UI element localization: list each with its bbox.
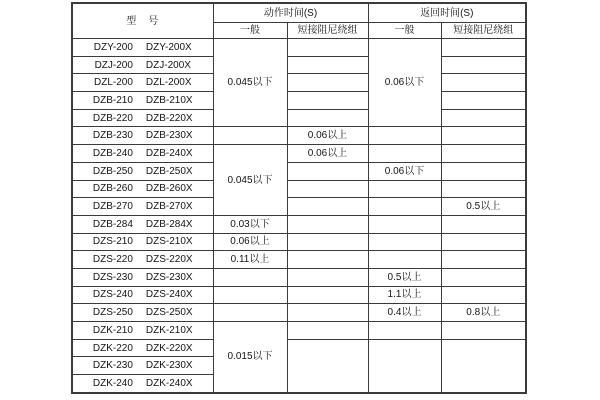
- action-damping-cell: [287, 92, 368, 110]
- return-damping-cell: [441, 180, 526, 198]
- action-damping-cell: [287, 109, 368, 127]
- model-label: DZY-200X: [145, 41, 192, 53]
- model-label: DZL-200: [94, 77, 133, 89]
- table-row: [72, 339, 526, 357]
- return-damping-cell: 0.5以上: [441, 198, 526, 216]
- model-label: DZS-210X: [145, 236, 193, 248]
- model-cell: [72, 357, 213, 375]
- return-general-cell: 0.06以下: [368, 39, 441, 127]
- model-label: DZS-220X: [145, 254, 193, 266]
- action-damping-cell: [287, 233, 368, 251]
- action-general-cell: 0.06以上: [213, 233, 287, 251]
- action-damping-cell: 0.06以上: [287, 127, 368, 145]
- return-general-cell: [368, 145, 441, 163]
- model-header-cell: 型 号: [72, 3, 213, 39]
- action-damping-cell: [287, 180, 368, 198]
- action-damping-cell: [287, 39, 368, 57]
- return-general-cell: [368, 339, 441, 393]
- model-cell: [72, 162, 213, 180]
- return-general-cell: [368, 198, 441, 216]
- return-damping-cell: [441, 145, 526, 163]
- return-general-cell: [368, 127, 441, 145]
- action-damping-cell: [287, 339, 368, 393]
- model-cell: [72, 304, 213, 322]
- model-label: DZS-220: [92, 254, 133, 266]
- model-cell: [72, 339, 213, 357]
- return-time-header-cell: 返回时间(S): [368, 3, 526, 23]
- action-damping-cell: [287, 198, 368, 216]
- model-label: DZK-230: [92, 360, 133, 372]
- action-general-cell: [213, 304, 287, 322]
- return-damping-cell: [441, 56, 526, 74]
- model-label: DZS-210: [92, 236, 133, 248]
- table-row: [72, 109, 526, 127]
- model-cell: [72, 74, 213, 92]
- model-label: DZK-210: [92, 324, 133, 336]
- model-label: DZB-210X: [145, 94, 193, 106]
- return-damping-cell: [441, 127, 526, 145]
- model-cell: [72, 322, 213, 340]
- model-cell: [72, 127, 213, 145]
- return-damping-cell: [441, 74, 526, 92]
- model-label: DZK-230X: [145, 360, 193, 372]
- return-general-cell: 1.1以上: [368, 286, 441, 304]
- model-label: DZB-270: [92, 201, 133, 213]
- action-general-cell: 0.03以下: [213, 215, 287, 233]
- model-label: DZS-250X: [145, 307, 193, 319]
- action-general-cell: 0.045以下: [213, 39, 287, 127]
- table-row: [72, 74, 526, 92]
- model-cell: [72, 233, 213, 251]
- model-cell: [72, 251, 213, 269]
- action-damping-cell: [287, 162, 368, 180]
- action-damping-cell: [287, 286, 368, 304]
- model-label: DZB-240: [92, 147, 133, 159]
- return-general-cell: [368, 251, 441, 269]
- return-general-cell: [368, 215, 441, 233]
- action-damping-cell: [287, 304, 368, 322]
- table-row: [72, 162, 526, 180]
- table-row: [72, 145, 526, 163]
- return-damping-cell: [441, 109, 526, 127]
- model-label: DZB-230: [92, 130, 133, 142]
- model-cell: [72, 215, 213, 233]
- return-damping-header-cell: 短接阻尼绕组: [441, 23, 526, 39]
- return-damping-cell: [441, 286, 526, 304]
- model-label: DZB-240X: [145, 147, 193, 159]
- model-label: DZS-230X: [145, 271, 193, 283]
- return-general-cell: [368, 233, 441, 251]
- table-row: [72, 322, 526, 340]
- table-row: [72, 92, 526, 110]
- table-row: [72, 286, 526, 304]
- model-label: DZS-240X: [145, 289, 193, 301]
- action-damping-cell: 0.06以上: [287, 145, 368, 163]
- model-label: DZB-250X: [145, 165, 193, 177]
- model-label: DZB-260X: [145, 183, 193, 195]
- model-label: DZS-230: [92, 271, 133, 283]
- model-label: DZB-210: [92, 94, 133, 106]
- action-general-cell: [213, 127, 287, 145]
- model-label: DZL-200X: [145, 77, 192, 89]
- model-label: DZB-220X: [145, 112, 193, 124]
- table-row: [72, 268, 526, 286]
- model-label: DZY-200: [93, 41, 133, 53]
- return-general-header-cell: 一般: [368, 23, 441, 39]
- action-general-header-cell: 一般: [213, 23, 287, 39]
- action-damping-cell: [287, 56, 368, 74]
- model-label: DZS-250: [92, 307, 133, 319]
- return-damping-cell: [441, 268, 526, 286]
- action-damping-cell: [287, 251, 368, 269]
- return-damping-cell: 0.8以上: [441, 304, 526, 322]
- table-row: [72, 215, 526, 233]
- model-cell: [72, 109, 213, 127]
- model-label: DZB-270X: [145, 201, 193, 213]
- action-general-cell: [213, 286, 287, 304]
- action-general-cell: [213, 268, 287, 286]
- return-general-cell: [368, 180, 441, 198]
- model-label: DZK-210X: [145, 324, 193, 336]
- action-general-cell: 0.11以上: [213, 251, 287, 269]
- model-label: DZB-284: [92, 218, 133, 230]
- model-label: DZB-250: [92, 165, 133, 177]
- return-damping-cell: [441, 39, 526, 57]
- return-damping-cell: [441, 162, 526, 180]
- model-cell: [72, 268, 213, 286]
- action-general-cell: 0.045以下: [213, 145, 287, 216]
- header-row-1: [72, 3, 526, 23]
- action-damping-cell: [287, 268, 368, 286]
- model-cell: [72, 39, 213, 57]
- table-row: [72, 304, 526, 322]
- return-general-cell: 0.4以上: [368, 304, 441, 322]
- return-general-cell: 0.06以下: [368, 162, 441, 180]
- action-damping-header-cell: 短接阻尼绕组: [287, 23, 368, 39]
- table-row: [72, 198, 526, 216]
- model-cell: [72, 286, 213, 304]
- model-label: DZB-230X: [145, 130, 193, 142]
- model-label: DZS-240: [92, 289, 133, 301]
- table-row: [72, 39, 526, 57]
- model-cell: [72, 92, 213, 110]
- table-row: [72, 56, 526, 74]
- return-damping-cell: [441, 215, 526, 233]
- model-label: DZB-260: [92, 183, 133, 195]
- action-damping-cell: [287, 74, 368, 92]
- return-general-cell: 0.5以上: [368, 268, 441, 286]
- model-cell: [72, 145, 213, 163]
- model-label: DZB-220: [92, 112, 133, 124]
- return-damping-cell: [441, 322, 526, 340]
- table-row: [72, 251, 526, 269]
- model-cell: [72, 56, 213, 74]
- model-label: DZJ-200: [94, 59, 133, 71]
- model-cell: [72, 198, 213, 216]
- action-time-header-cell: 动作时间(S): [213, 3, 368, 23]
- model-cell: [72, 375, 213, 393]
- model-label: DZB-284X: [145, 218, 193, 230]
- model-label: DZK-240: [92, 377, 133, 389]
- return-general-cell: [368, 322, 441, 340]
- return-damping-cell: [441, 251, 526, 269]
- table-row: [72, 233, 526, 251]
- table-row: [72, 180, 526, 198]
- action-damping-cell: [287, 322, 368, 340]
- spec-table: [71, 2, 527, 394]
- model-label: DZK-240X: [145, 377, 193, 389]
- return-damping-cell: [441, 339, 526, 393]
- return-damping-cell: [441, 92, 526, 110]
- model-cell: [72, 180, 213, 198]
- model-label: DZJ-200X: [145, 59, 191, 71]
- table-row: [72, 127, 526, 145]
- model-label: DZK-220X: [145, 342, 193, 354]
- return-damping-cell: [441, 233, 526, 251]
- action-damping-cell: [287, 215, 368, 233]
- action-general-cell: 0.015以下: [213, 322, 287, 393]
- model-label: DZK-220: [92, 342, 133, 354]
